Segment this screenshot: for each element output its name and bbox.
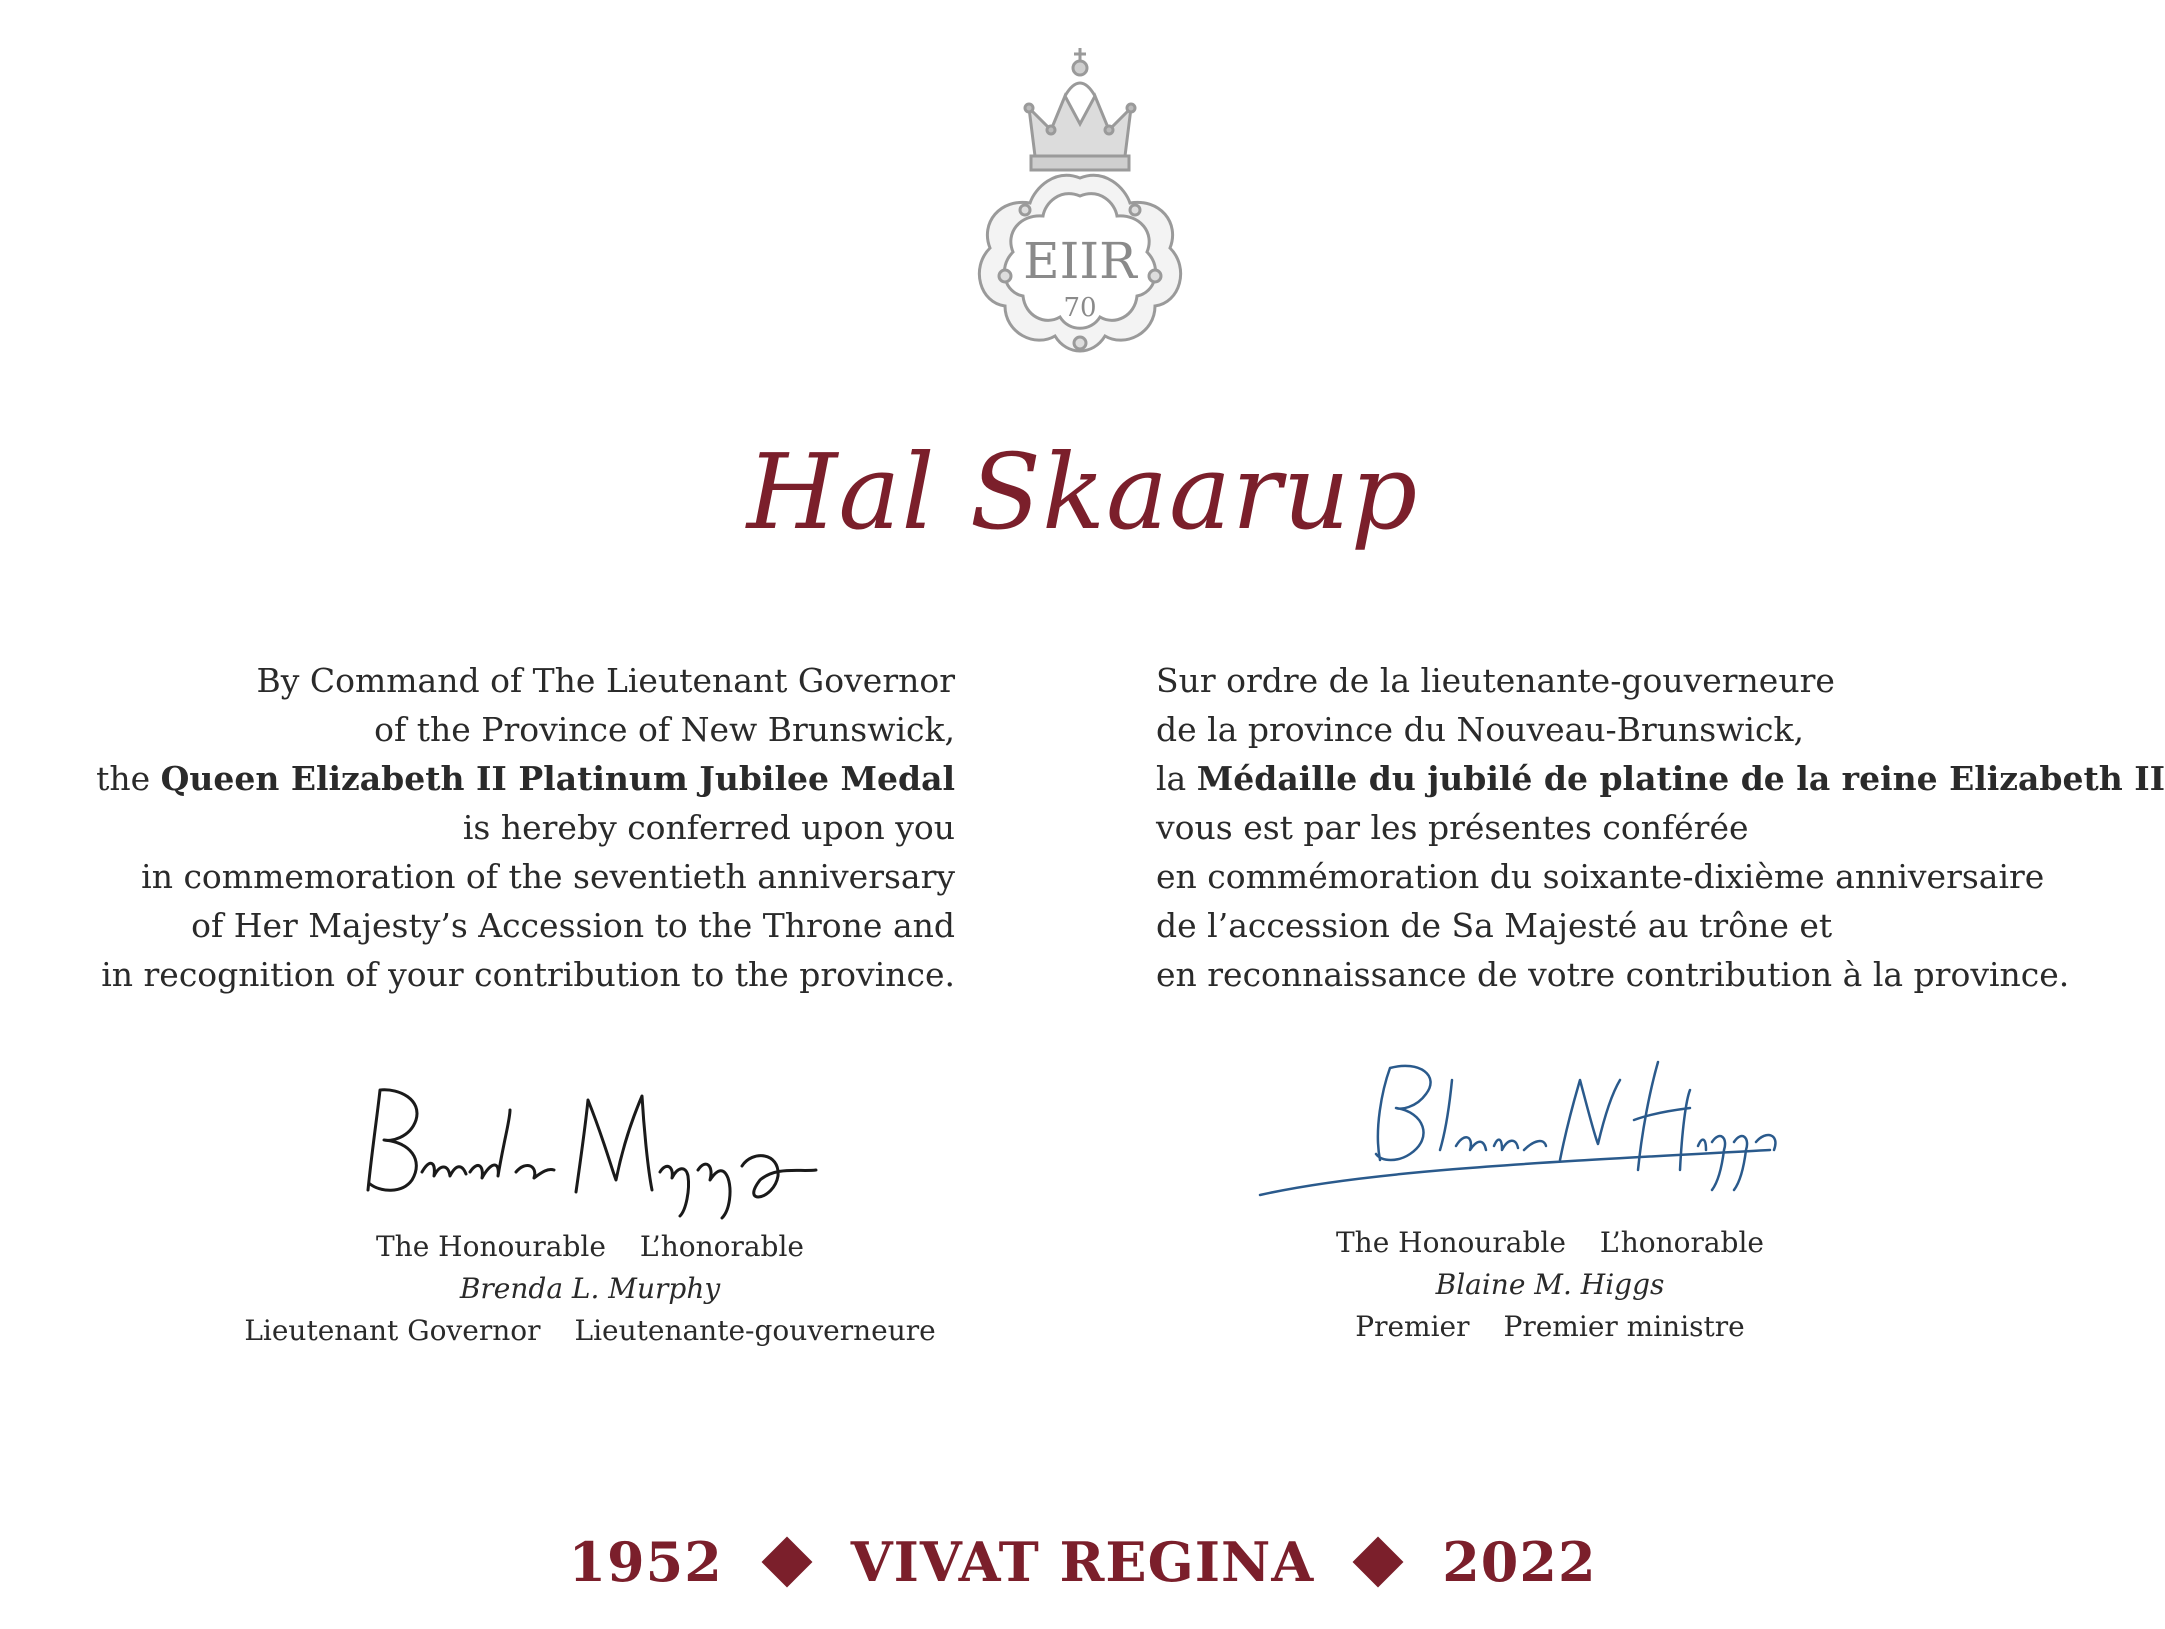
motto-text: VIVAT REGINA [850, 1530, 1315, 1594]
diamond-icon [761, 1537, 812, 1588]
recipient-name: Hal Skaarup [746, 431, 1419, 553]
premier-signature [1250, 1050, 1790, 1210]
english-line-3 [96, 754, 955, 803]
premier-honorific-row [1250, 1222, 1850, 1264]
motto-footer [0, 1530, 2165, 1594]
medal-name-french: Médaille du jubilé de platine de la reine Elizabeth II [1196, 759, 2165, 798]
english-line-4: is hereby conferred upon you [462, 808, 955, 847]
french-line-1: Sur ordre de la lieutenante-gouverneure [1156, 661, 1835, 700]
diamond-icon [1353, 1537, 1404, 1588]
cypher-text: EIIR [1023, 232, 1137, 290]
motto-end-year: 2022 [1442, 1530, 1597, 1594]
premier-title-en: Premier [1355, 1310, 1470, 1343]
english-line-6: of Her Majesty’s Accession to the Throne and [191, 906, 955, 945]
french-line-3-prefix: la [1156, 759, 1197, 798]
french-line-7: en reconnaissance de votre contribution à la province. [1156, 955, 2070, 994]
lieutenant-governor-honorific-fr: L’honorable [639, 1230, 804, 1263]
premier-title-fr: Premier ministre [1503, 1310, 1745, 1343]
lieutenant-governor-title-en: Lieutenant Governor [244, 1314, 541, 1347]
premier-honorific-en: The Honourable [1336, 1226, 1566, 1259]
lieutenant-governor-signature [360, 1080, 840, 1220]
french-line-3 [1156, 754, 2165, 803]
lieutenant-governor-block [200, 1226, 980, 1352]
cypher-number: 70 [1063, 293, 1097, 323]
lieutenant-governor-honorific-en: The Honourable [376, 1230, 606, 1263]
english-citation [96, 656, 955, 999]
crowned-cypher-emblem-icon [965, 38, 1195, 363]
premier-name: Blaine M. Higgs [1435, 1268, 1665, 1301]
lieutenant-governor-title-fr: Lieutenante-gouverneure [574, 1314, 936, 1347]
french-citation [1156, 656, 2165, 999]
premier-block [1250, 1222, 1850, 1348]
french-line-4: vous est par les présentes conférée [1156, 808, 1749, 847]
french-line-2: de la province du Nouveau-Brunswick, [1156, 710, 1804, 749]
lieutenant-governor-name: Brenda L. Murphy [459, 1272, 721, 1305]
lieutenant-governor-title-row [200, 1310, 980, 1352]
english-line-7: in recognition of your contribution to the province. [101, 955, 955, 994]
french-line-6: de l’accession de Sa Majesté au trône et [1156, 906, 1833, 945]
premier-title-row [1250, 1306, 1850, 1348]
lieutenant-governor-honorific-row [200, 1226, 980, 1268]
english-line-3-prefix: the [96, 759, 161, 798]
medal-name-english: Queen Elizabeth II Platinum Jubilee Medal [160, 759, 955, 798]
english-line-2: of the Province of New Brunswick, [374, 710, 955, 749]
english-line-5: in commemoration of the seventieth anniversary [141, 857, 955, 896]
english-line-1: By Command of The Lieutenant Governor [256, 661, 955, 700]
french-line-5: en commémoration du soixante-dixième anniversaire [1156, 857, 2045, 896]
motto-start-year: 1952 [568, 1530, 723, 1594]
premier-honorific-fr: L’honorable [1599, 1226, 1764, 1259]
